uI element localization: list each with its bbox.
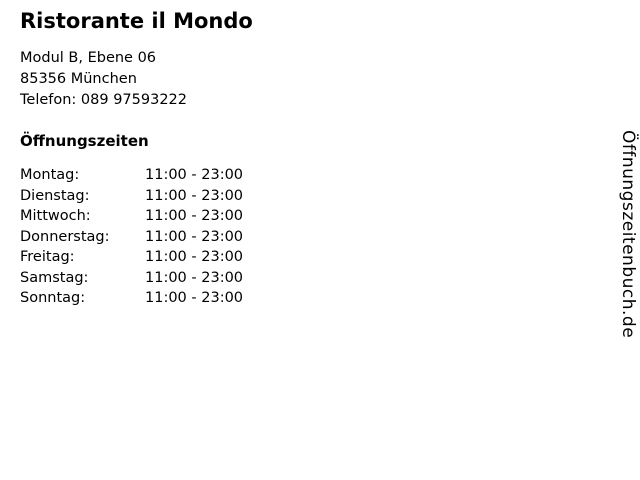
day-label: Mittwoch: [20, 208, 91, 224]
day-label: Sonntag: [20, 290, 86, 306]
page-title: Ristorante il Mondo [20, 9, 253, 33]
table-row [20, 206, 243, 227]
day-hours: 11:00 - 23:00 [145, 187, 244, 204]
table-row [20, 227, 243, 248]
table-row [20, 247, 243, 268]
address-line-1: Modul B, Ebene 06 [20, 50, 157, 66]
business-info-block [20, 8, 580, 309]
day-hours: 11:00 - 23:00 [145, 249, 244, 265]
day-label: Donnerstag: [20, 228, 110, 245]
day-hours: 11:00 - 23:00 [145, 208, 244, 224]
day-hours: 11:00 - 23:00 [145, 290, 244, 306]
address-block [20, 48, 580, 111]
watermark-text: Öffnungszeitenbuch.de [618, 130, 638, 339]
opening-hours-heading: Öffnungszeiten [20, 132, 149, 150]
table-row [20, 186, 243, 207]
day-hours: 11:00 - 23:00 [145, 269, 244, 286]
phone-line: Telefon: 089 97593222 [20, 92, 188, 108]
address-line-2: 85356 München [20, 71, 137, 87]
day-label: Samstag: [20, 269, 89, 286]
table-row [20, 288, 243, 309]
day-label: Montag: [20, 167, 80, 183]
table-row [20, 165, 243, 186]
day-label: Freitag: [20, 249, 75, 265]
day-hours: 11:00 - 23:00 [145, 228, 244, 245]
day-hours: 11:00 - 23:00 [145, 167, 244, 183]
opening-hours-table [20, 165, 243, 309]
table-row [20, 268, 243, 289]
day-label: Dienstag: [20, 187, 90, 204]
